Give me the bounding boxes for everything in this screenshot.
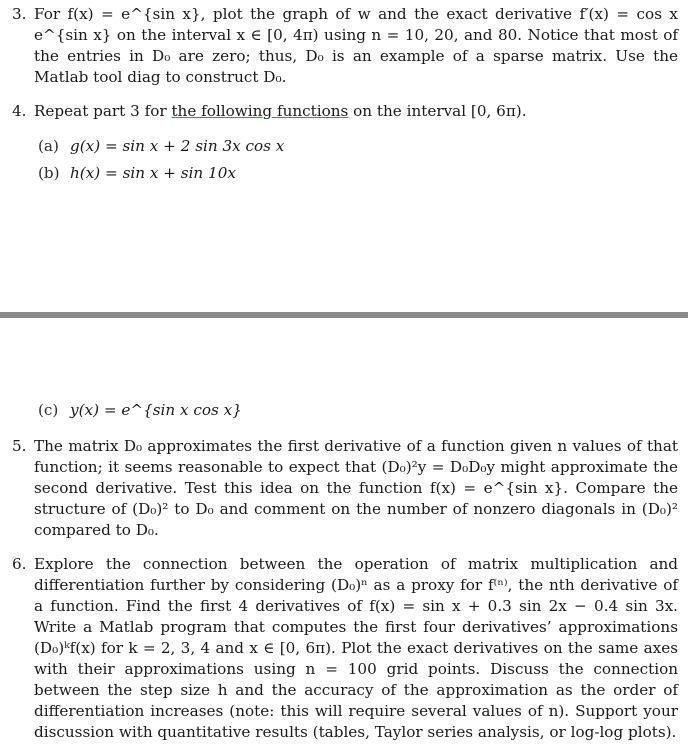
intro-text: Repeat part 3 for (34, 102, 172, 120)
item-text: The matrix D₀ approximates the first derivative of a function given n values of that function; it seems reasonable to expect that (D₀)²y = D₀D₀y might approximate the second derivative. Test this idea on the function f(x) = e^{sin x}. Compare the structure of (D₀)² to D₀ and comment on the number of nonzero diagonals in (D₀)² compared to D₀. (34, 437, 678, 539)
item-text (34, 101, 678, 122)
top-page (0, 0, 688, 312)
item-number: 3. (12, 5, 27, 23)
bottom-page (0, 318, 688, 751)
item-number: 4. (12, 102, 27, 120)
outro-text: on the interval [0, 6π). (348, 102, 527, 120)
item-5 (12, 436, 678, 541)
part-expression: h(x) = sin x + sin 10x (70, 164, 236, 182)
part-label: (b) (38, 164, 60, 182)
part-label: (c) (38, 401, 59, 419)
item-6 (12, 554, 678, 743)
part-b (38, 163, 236, 184)
item-text: For f(x) = e^{sin x}, plot the graph of w and the exact derivative f′(x) = cos x e^{sin x} on the interval x ∈ [0, 4π) using n = 10, 20, and 80. Notice that most of the entries in D₀ are zero; thus, D₀ is an example of a sparse matrix. Use the Matlab tool diag to construct D₀. (34, 5, 678, 86)
part-a (38, 136, 284, 157)
part-c (38, 400, 242, 421)
part-expression: y(x) = e^{sin x cos x} (70, 401, 242, 419)
item-3 (12, 4, 678, 88)
item-number: 6. (12, 555, 27, 573)
part-label: (a) (38, 137, 59, 155)
item-text: Explore the connection between the operation of matrix multiplication and differentiation further by considering (D₀)ⁿ as a proxy for f⁽ⁿ⁾, the nth derivative of a function. Find the first 4 derivatives of f(x) = sin x + 0.3 sin 2x − 0.4 sin 3x. Write a Matlab program that computes the first four derivatives’ approximations (D₀)ᵏf(x) for k = 2, 3, 4 and x ∈ [0, 6π). Plot the exact derivatives on the same axes with their approximations using n = 100 grid points. Discuss the connection between the step size h and the accuracy of the approximation as the order of differentiation increases (note: this will require several values of n). Support your discussion with quantitative results (tables, Taylor series analysis, or log-log plots). (34, 555, 678, 741)
part-expression: g(x) = sin x + 2 sin 3x cos x (70, 137, 285, 155)
link-text: the following functions (171, 102, 349, 120)
item-number: 5. (12, 437, 27, 455)
item-4 (12, 101, 678, 122)
